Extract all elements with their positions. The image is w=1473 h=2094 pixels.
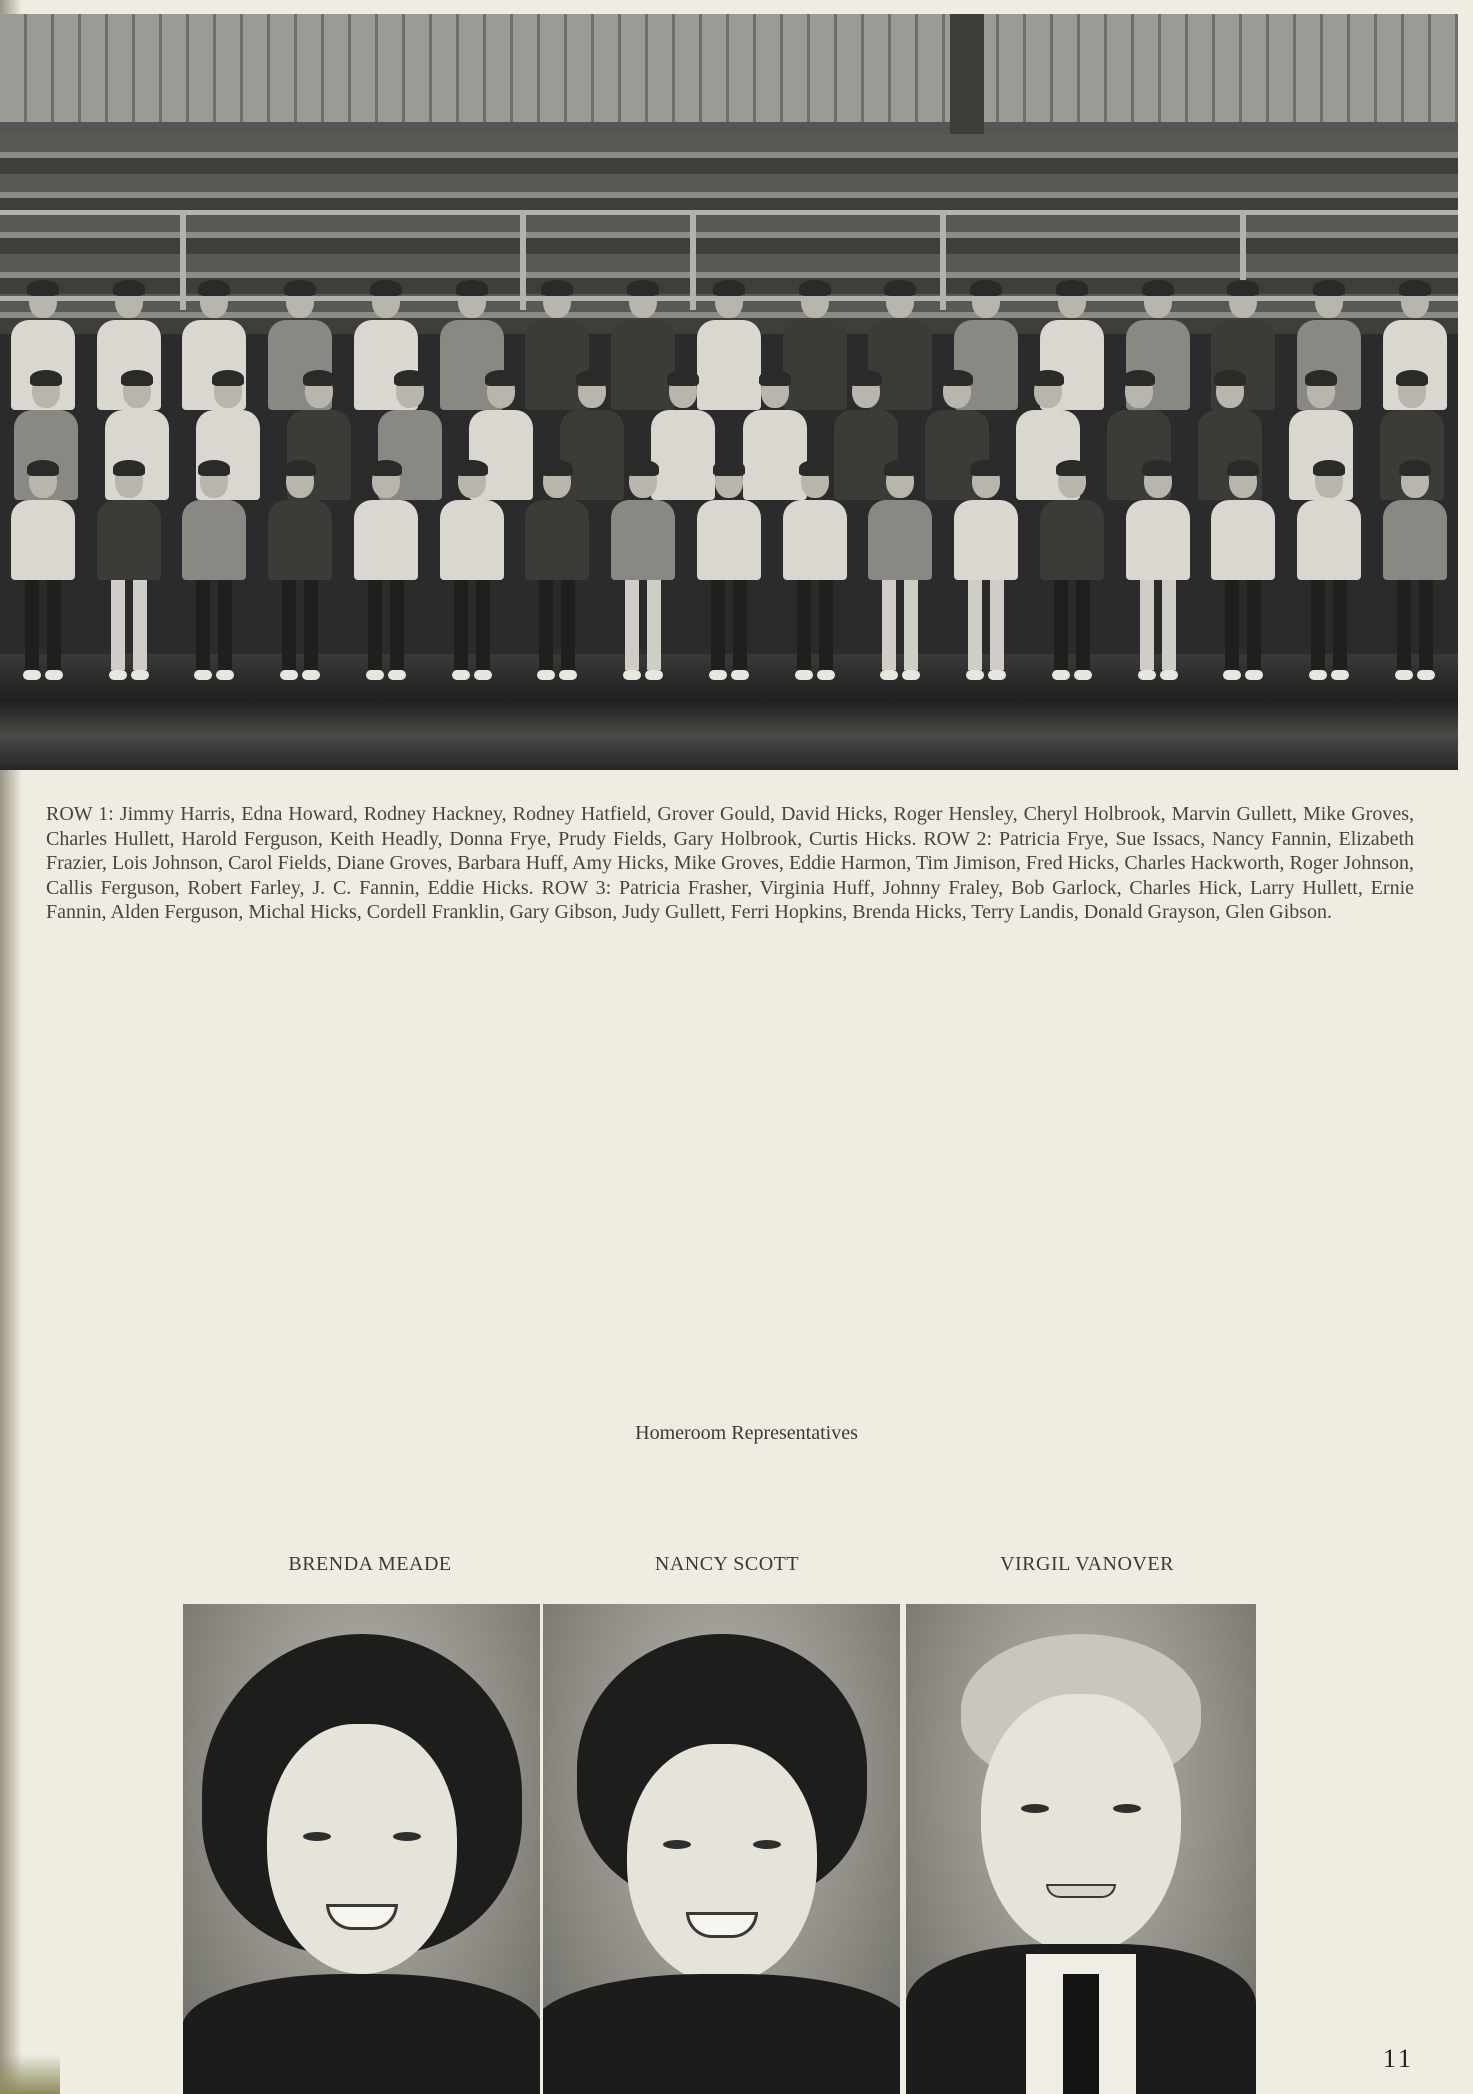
- gym-post: [950, 14, 984, 134]
- group-photo-caption: ROW 1: Jimmy Harris, Edna Howard, Rodney Hackney, Rodney Hatfield, Grover Gould, David Hicks, Roger Hensley, Cheryl Holbrook, Marvin Gullett, Mike Groves, Charles Hullett, Harold Ferguson, Keith Headly, Donna Frye, Prudy Fields, Gary Holbrook, Curtis Hicks. ROW 2: Patricia Frye, Sue Issacs, Nancy Fannin, Elizabeth Frazier, Lois Johnson, Carol Fields, Diane Groves, Barbara Huff, Amy Hicks, Mike Groves, Eddie Harmon, Tim Jimison, Fred Hicks, Charles Hackworth, Roger Johnson, Callis Ferguson, Robert Farley, J. C. Fannin, Eddie Hicks. ROW 3: Patricia Frasher, Virginia Huff, Johnny Fraley, Bob Garlock, Charles Hick, Larry Hullett, Ernie Fannin, Alden Ferguson, Michal Hicks, Cordell Franklin, Gary Gibson, Judy Gullett, Ferri Hopkins, Brenda Hicks, Terry Landis, Donald Grayson, Glen Gibson.: [46, 803, 1414, 923]
- student-figure: [439, 464, 505, 680]
- student-figure: [782, 464, 848, 680]
- student-figure: [953, 464, 1019, 680]
- torso: [543, 1974, 900, 2094]
- student-figure: [96, 464, 162, 680]
- student-figure: [867, 464, 933, 680]
- students-front-row: [0, 464, 1458, 680]
- student-figure: [696, 464, 762, 680]
- necktie: [1063, 1974, 1099, 2094]
- student-figure: [1210, 464, 1276, 680]
- gym-wall: [0, 14, 1458, 124]
- student-figure: [1296, 464, 1362, 680]
- section-heading: Homeroom Representatives: [635, 1422, 858, 1444]
- portrait-1: [183, 1604, 540, 2094]
- student-figure: [181, 464, 247, 680]
- rep-name-2: NANCY SCOTT: [654, 1553, 800, 1575]
- portrait-3: [906, 1604, 1256, 2094]
- student-figure: [10, 464, 76, 680]
- rep-name-1: BRENDA MEADE: [288, 1553, 452, 1575]
- rep-name-3: VIRGIL VANOVER: [1000, 1553, 1174, 1575]
- student-figure: [524, 464, 590, 680]
- page-number: 11: [1383, 2044, 1415, 2073]
- page-corner-stain: [0, 2054, 60, 2094]
- student-figure: [267, 464, 333, 680]
- group-photo: [0, 14, 1458, 770]
- face: [981, 1694, 1181, 1954]
- gym-beam: [0, 122, 1458, 134]
- face: [627, 1744, 817, 1984]
- face: [267, 1724, 457, 1974]
- student-figure: [1125, 464, 1191, 680]
- portrait-2: [543, 1604, 900, 2094]
- torso: [183, 1974, 540, 2094]
- student-figure: [353, 464, 419, 680]
- student-figure: [1382, 464, 1448, 680]
- student-figure: [610, 464, 676, 680]
- student-figure: [1039, 464, 1105, 680]
